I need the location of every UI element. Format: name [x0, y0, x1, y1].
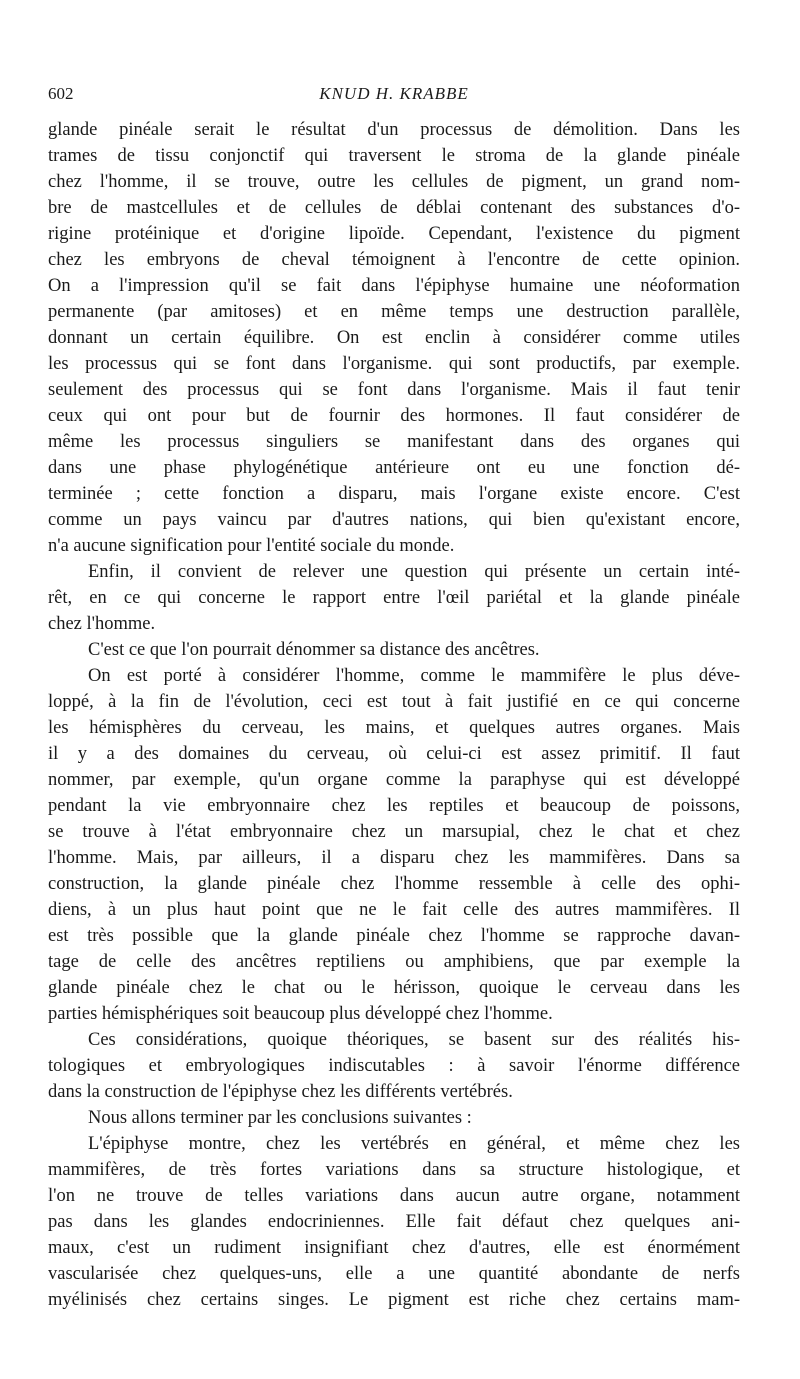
- text-line: rêt, en ce qui concerne le rapport entre l'œil pariétal et la glande pinéale: [48, 588, 740, 608]
- text-line: tologiques et embryologiques indiscutables : à savoir l'énorme différence: [48, 1056, 740, 1076]
- page-number: 602: [48, 84, 74, 103]
- text-line: trames de tissu conjonctif qui traversent le stroma de la glande pinéale: [48, 146, 740, 166]
- body-text: [48, 117, 740, 1313]
- text-line: les processus qui se font dans l'organisme. qui sont productifs, par exemple.: [48, 354, 740, 374]
- text-line: L'épiphyse montre, chez les vertébrés en général, et même chez les: [88, 1134, 740, 1154]
- text-line: dans une phase phylogénétique antérieure ont eu une fonction dé-: [48, 458, 740, 478]
- text-line: myélinisés chez certains singes. Le pigment est riche chez certains mam-: [48, 1290, 740, 1310]
- text-line: chez l'homme, il se trouve, outre les cellules de pigment, un grand nom-: [48, 172, 740, 192]
- text-line: On a l'impression qu'il se fait dans l'épiphyse humaine une néoformation: [48, 276, 740, 296]
- text-line: vascularisée chez quelques-uns, elle a une quantité abondante de nerfs: [48, 1264, 740, 1284]
- text-line: glande pinéale serait le résultat d'un processus de démolition. Dans les: [48, 120, 740, 140]
- text-line: est très possible que la glande pinéale chez l'homme se rapproche davan-: [48, 926, 740, 946]
- text-line: se trouve à l'état embryonnaire chez un marsupial, chez le chat et chez: [48, 822, 740, 842]
- text-line: nommer, par exemple, qu'un organe comme la paraphyse qui est développé: [48, 770, 740, 790]
- text-line: construction, la glande pinéale chez l'homme ressemble à celle des ophi-: [48, 874, 740, 894]
- text-line: tage de celle des ancêtres reptiliens ou amphibiens, que par exemple la: [48, 952, 740, 972]
- text-line: loppé, à la fin de l'évolution, ceci est tout à fait justifié en ce qui concerne: [48, 692, 740, 712]
- text-line: terminée ; cette fonction a disparu, mais l'organe existe encore. C'est: [48, 484, 740, 504]
- text-line: chez l'homme.: [48, 614, 156, 634]
- text-line: On est porté à considérer l'homme, comme le mammifère le plus déve-: [88, 666, 740, 686]
- text-line: C'est ce que l'on pourrait dénommer sa distance des ancêtres.: [88, 640, 540, 660]
- text-line: rigine protéinique et d'origine lipoïde. Cependant, l'existence du pigment: [48, 224, 740, 244]
- text-line: il y a des domaines du cerveau, où celui-ci est assez primitif. Il faut: [48, 744, 740, 764]
- text-line: dans la construction de l'épiphyse chez les différents vertébrés.: [48, 1082, 513, 1102]
- text-line: n'a aucune signification pour l'entité sociale du monde.: [48, 536, 455, 556]
- text-line: mammifères, de très fortes variations dans sa structure histologique, et: [48, 1160, 740, 1180]
- text-line: comme un pays vaincu par d'autres nations, qui bien qu'existant encore,: [48, 510, 740, 530]
- text-line: même les processus singuliers se manifestant dans des organes qui: [48, 432, 740, 452]
- text-line: Nous allons terminer par les conclusions suivantes :: [88, 1108, 472, 1128]
- running-title: KNUD H. KRABBE: [319, 84, 469, 103]
- text-line: seulement des processus qui se font dans l'organisme. Mais il faut tenir: [48, 380, 740, 400]
- text-line: diens, à un plus haut point que ne le fait celle des autres mammifères. Il: [48, 900, 740, 920]
- text-line: Enfin, il convient de relever une question qui présente un certain inté-: [88, 562, 740, 582]
- text-line: donnant un certain équilibre. On est enclin à considérer comme utiles: [48, 328, 740, 348]
- text-line: parties hémisphériques soit beaucoup plus développé chez l'homme.: [48, 1004, 553, 1024]
- text-line: maux, c'est un rudiment insignifiant chez d'autres, elle est énormément: [48, 1238, 740, 1258]
- text-line: l'homme. Mais, par ailleurs, il a disparu chez les mammifères. Dans sa: [48, 848, 740, 868]
- text-line: pas dans les glandes endocriniennes. Elle fait défaut chez quelques ani-: [48, 1212, 740, 1232]
- text-line: glande pinéale chez le chat ou le hérisson, quoique le cerveau dans les: [48, 978, 740, 998]
- text-line: ceux qui ont pour but de fournir des hormones. Il faut considérer de: [48, 406, 740, 426]
- text-line: Ces considérations, quoique théoriques, se basent sur des réalités his-: [88, 1030, 740, 1050]
- text-line: chez les embryons de cheval témoignent à l'encontre de cette opinion.: [48, 250, 740, 270]
- text-line: bre de mastcellules et de cellules de déblai contenant des substances d'o-: [48, 198, 740, 218]
- text-line: permanente (par amitoses) et en même temps une destruction parallèle,: [48, 302, 740, 322]
- text-line: l'on ne trouve de telles variations dans aucun autre organe, notamment: [48, 1186, 740, 1206]
- text-line: pendant la vie embryonnaire chez les reptiles et beaucoup de poissons,: [48, 796, 740, 816]
- text-line: les hémisphères du cerveau, les mains, et quelques autres organes. Mais: [48, 718, 740, 738]
- page-header: [48, 84, 740, 108]
